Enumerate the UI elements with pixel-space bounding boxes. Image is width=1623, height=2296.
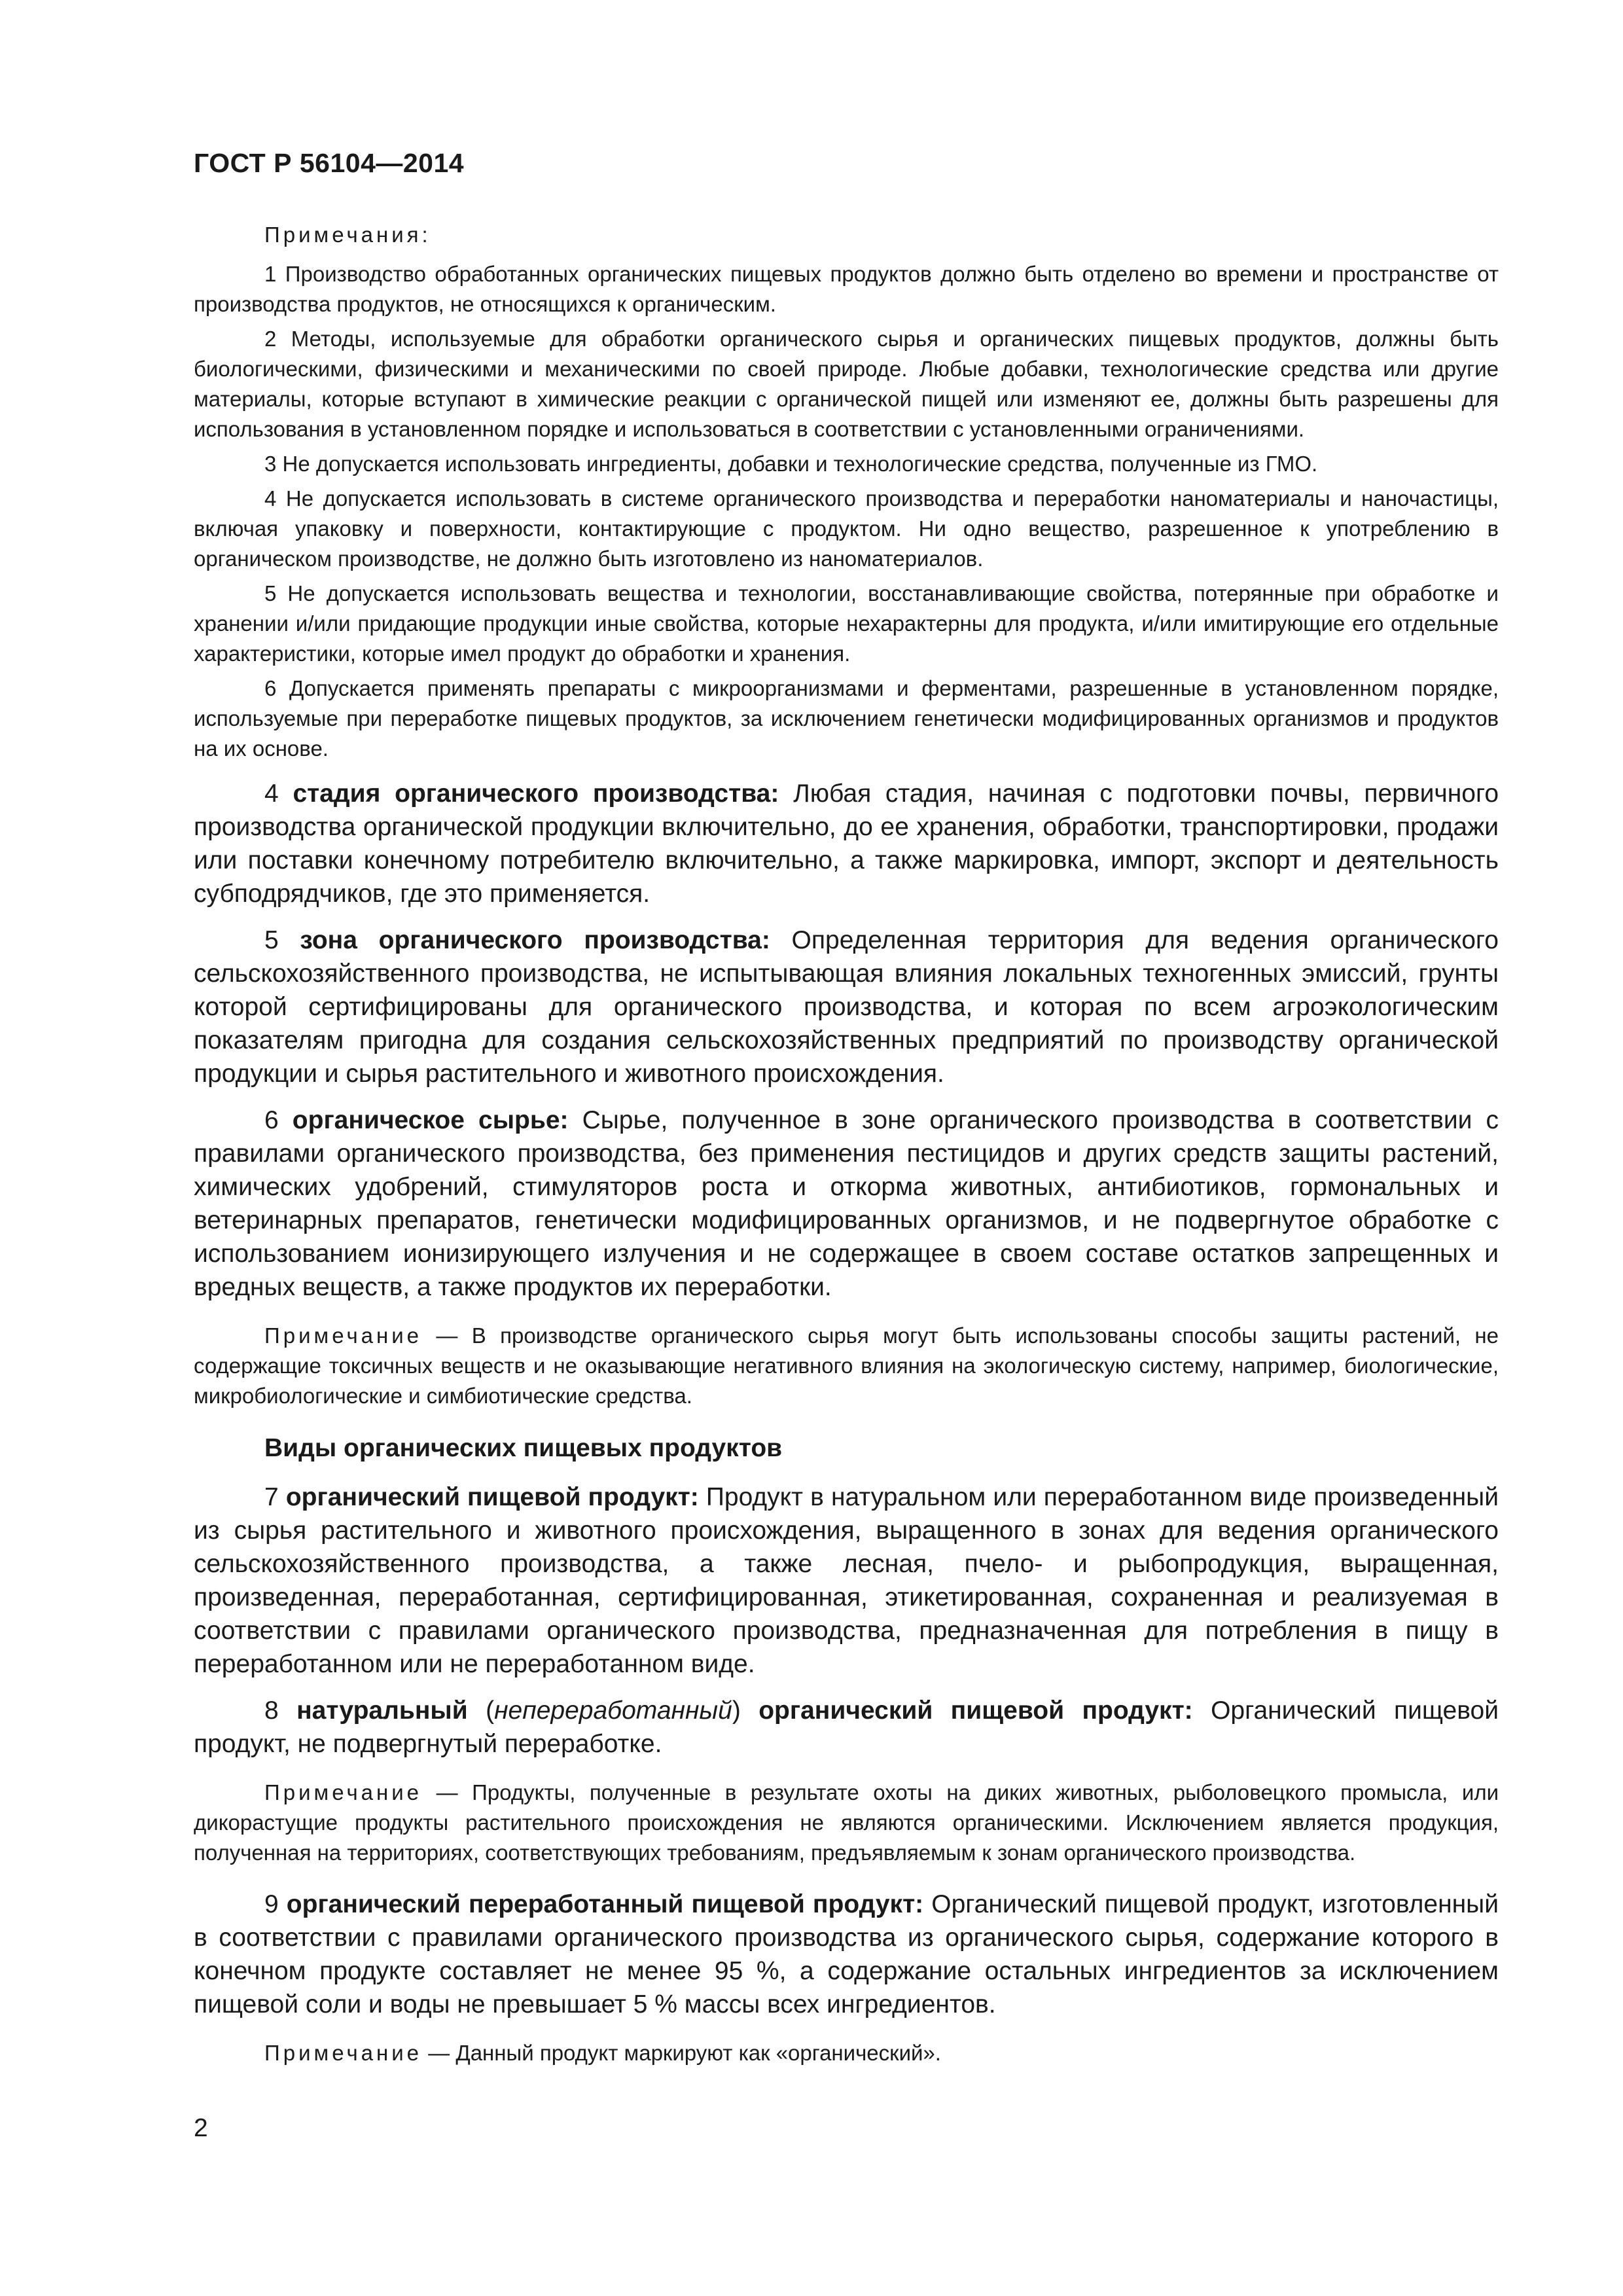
term-paren-close: ): [732, 1696, 741, 1725]
notes-block: [194, 220, 1499, 764]
note-term-8: [194, 1778, 1499, 1868]
note-item-2: 2 Методы, используемые для обработки органического сырья и органических пищевых продуктов, должны быть биологическими, физическими и механическими по своей природе. Любые добавки, технологические средства или другие материалы, которые вступают в химические реакции с органической пищей или изменяют ее, должны быть разрешены для использования в установленном порядке и использоваться в соответствии с установленными ограничениями.: [194, 327, 1499, 441]
term-name-rest: органический пищевой продукт:: [758, 1696, 1193, 1725]
note-item-1: 1 Производство обработанных органических пищевых продуктов должно быть отделено во времени и пространстве от производства продуктов, не относящихся к органическим.: [194, 262, 1499, 316]
note-label: Примечание: [264, 1780, 423, 1804]
note-label: Примечание: [264, 1323, 423, 1348]
note-item-4: 4 Не допускается использовать в системе органического производства и переработки наноматериалы и наночастицы, включая упаковку и поверхности, контактирующие с продуктом. Ни одно вещество, разрешенное к употреблению в органическом производстве, не должно быть изготовлено из наноматериалов.: [194, 486, 1499, 571]
note-dash: —: [422, 1323, 472, 1348]
term-number: 6: [264, 1106, 279, 1134]
term-number: 5: [264, 926, 279, 954]
term-definition: Органический пищевой продукт, не подвергнутый переработке.: [194, 1696, 1499, 1758]
document-header: ГОСТ Р 56104—2014: [194, 148, 465, 178]
note-term-9: [194, 2038, 1499, 2068]
note-text: Продукты, полученные в результате охоты на диких животных, рыболовецкого промысла, или дикорастущие продукты растительного происхождения не являются органическими. Исключением является продукция, полученная на территориях, соответствующих требованиям, предъявляемым к зонам органического производства.: [194, 1780, 1499, 1865]
page-content: [194, 220, 1499, 2068]
term-number: 8: [264, 1696, 279, 1725]
term-6: [194, 1103, 1499, 1304]
term-alt-name: непереработанный: [494, 1696, 732, 1725]
section-heading: Виды органических пищевых продуктов: [264, 1434, 783, 1462]
term-5: [194, 924, 1499, 1090]
term-9: [194, 1888, 1499, 2021]
term-number: 7: [264, 1483, 279, 1511]
note-dash: —: [422, 1780, 473, 1804]
note-term-6: [194, 1321, 1499, 1411]
term-7: [194, 1480, 1499, 1681]
page-number: 2: [194, 2114, 208, 2142]
term-definition: Любая стадия, начиная с подготовки почвы, первичного производства органической продукции включительно, до ее хранения, обработки, транспортировки, продажи или поставки конечному потребителю включительно, а также маркировка, импорт, экспорт и деятельность субподрядчиков, где это применяется.: [194, 780, 1499, 908]
note-item-3: 3 Не допускается использовать ингредиенты, добавки и технологические средства, полученные из ГМО.: [264, 452, 1318, 476]
term-name: органический пищевой продукт:: [285, 1483, 699, 1511]
term-definition: Продукт в натуральном или переработанном виде произведенный из сырья растительного и животного происхождения, выращенного в зонах для ведения органического сельскохозяйственного производства, а также лесная, пчело- и рыбопродукция, выращенная, произведенная, переработанная, сертифицированная, этикетированная, сохраненная и реализуемая в соответствии с правилами органического производства, предназначенная для потребления в пищу в переработанном или не переработанном виде.: [194, 1483, 1499, 1678]
term-paren-open: (: [486, 1696, 495, 1725]
term-definition: Определенная территория для ведения органического сельскохозяйственного производства, не испытывающая влияния локальных техногенных эмиссий, грунты которой сертифицированы для органического производства, и которая по всем агроэкологическим показателям пригодна для создания сельскохозяйственных предприятий по производству органической продукции и сырья растительного и животного происхождения.: [194, 926, 1499, 1088]
term-name: органическое сырье:: [292, 1106, 569, 1134]
note-dash: —: [422, 2041, 456, 2065]
term-name: натуральный: [296, 1696, 468, 1725]
term-name: зона органического производства:: [300, 926, 770, 954]
term-number: 9: [264, 1890, 279, 1918]
term-name: органический переработанный пищевой продукт:: [286, 1890, 924, 1918]
term-number: 4: [264, 780, 279, 808]
notes-title: Примечания:: [264, 223, 431, 247]
term-4: [194, 777, 1499, 910]
note-item-6: 6 Допускается применять препараты с микроорганизмами и ферментами, разрешенные в установленном порядке, используемые при переработке пищевых продуктов, за исключением генетически модифицированных организмов и продуктов на их основе.: [194, 676, 1499, 761]
note-text: В производстве органического сырья могут быть использованы способы защиты растений, не содержащие токсичных веществ и не оказывающие негативного влияния на экологическую систему, например, биологические, микробиологические и симбиотические средства.: [194, 1323, 1499, 1408]
term-definition: Органический пищевой продукт, изготовленный в соответствии с правилами органического производства из органического сырья, содержание которого в конечном продукте составляет не менее 95 %, а содержание остальных ингредиентов за исключением пищевой соли и воды не превышает 5 % массы всех ингредиентов.: [194, 1890, 1499, 2018]
term-8: [194, 1694, 1499, 1761]
note-text: Данный продукт маркируют как «органический».: [455, 2041, 941, 2065]
term-name: стадия органического производства:: [293, 780, 779, 808]
note-label: Примечание: [264, 2041, 423, 2065]
note-item-5: 5 Не допускается использовать вещества и технологии, восстанавливающие свойства, потерянные при обработке и хранении и/или придающие продукции иные свойства, которые нехарактерны для продукта, и/или имитирующие его отдельные характеристики, которые имел продукт до обработки и хранения.: [194, 581, 1499, 666]
term-definition: Сырье, полученное в зоне органического производства в соответствии с правилами органического производства, без применения пестицидов и других средств защиты растений, химических удобрений, стимуляторов роста и откорма животных, антибиотиков, гормональных и ветеринарных препаратов, генетически модифицированных организмов, и не подвергнутое обработке с использованием ионизирующего излучения и не содержащее в своем составе остатков запрещенных и вредных веществ, а также продуктов их переработки.: [194, 1106, 1499, 1301]
